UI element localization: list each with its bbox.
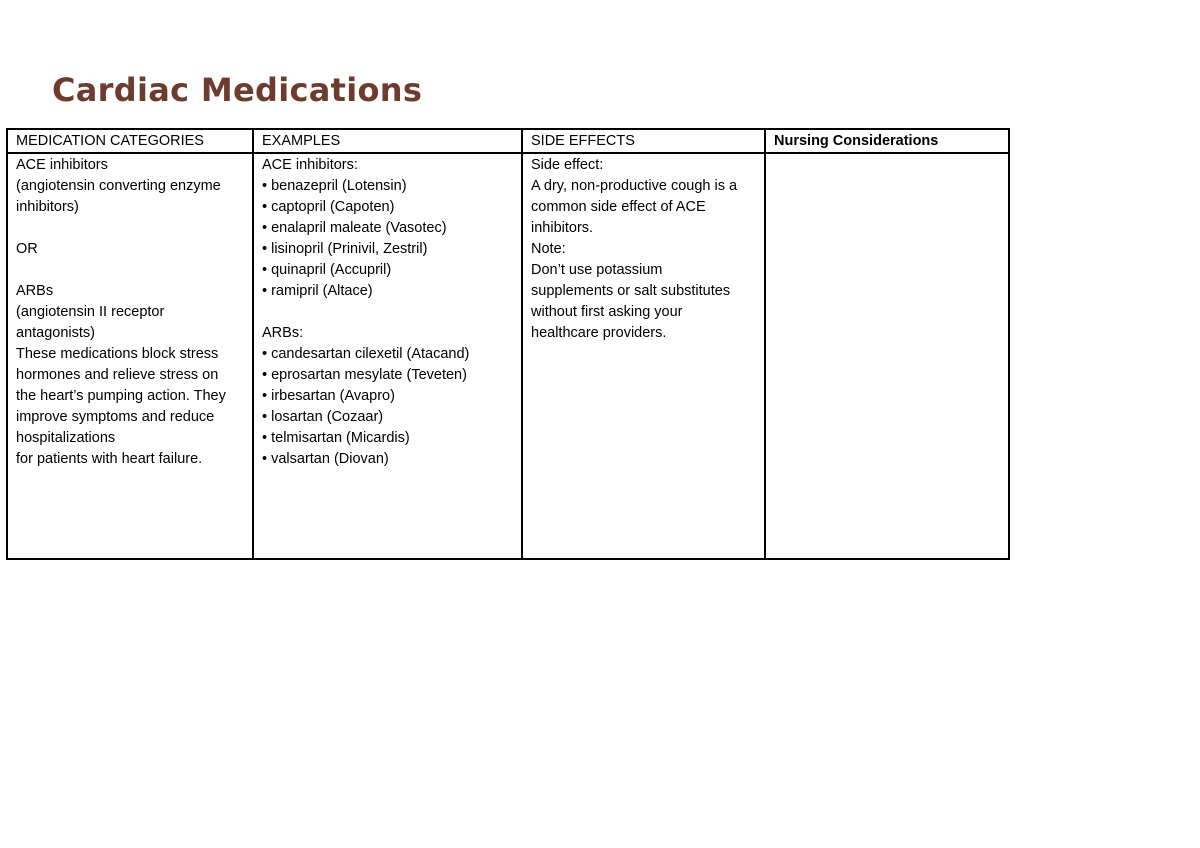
cell-side-effects <box>522 153 765 559</box>
cell-line: inhibitors. <box>531 220 594 236</box>
cell-line: Note: <box>531 241 566 257</box>
cell-line: • eprosartan mesylate (Teveten) <box>262 367 467 383</box>
cell-line: ARBs: <box>262 325 304 341</box>
cell-line: • valsartan (Diovan) <box>262 451 389 467</box>
cell-examples <box>253 153 522 559</box>
cell-line: • candesartan cilexetil (Atacand) <box>262 346 470 362</box>
cell-line: • enalapril maleate (Vasotec) <box>262 220 447 236</box>
cell-line: (angiotensin converting enzyme <box>16 178 221 194</box>
page-title: Cardiac Medications <box>52 71 423 109</box>
header-examples: EXAMPLES <box>253 129 522 153</box>
cell-line: • quinapril (Accupril) <box>262 262 392 278</box>
cell-line: • captopril (Capoten) <box>262 199 395 215</box>
cell-line: • ramipril (Altace) <box>262 283 373 299</box>
table-header-row <box>7 129 1009 153</box>
header-medication-categories: MEDICATION CATEGORIES <box>7 129 253 153</box>
cell-line: • telmisartan (Micardis) <box>262 430 410 446</box>
cell-line <box>16 218 244 239</box>
cell-line: hospitalizations <box>16 430 116 446</box>
medications-table <box>6 128 1010 560</box>
cell-line: for patients with heart failure. <box>16 451 203 467</box>
cell-line: ARBs <box>16 283 54 299</box>
cell-line: These medications block stress <box>16 346 219 362</box>
cell-line: OR <box>16 241 38 257</box>
cell-line: inhibitors) <box>16 199 79 215</box>
table-row <box>7 153 1009 559</box>
cell-line: hormones and relieve stress on <box>16 367 219 383</box>
cell-line: • irbesartan (Avapro) <box>262 388 395 404</box>
cell-line: the heart’s pumping action. They <box>16 388 226 404</box>
cell-line: improve symptoms and reduce <box>16 409 215 425</box>
cell-nursing-considerations <box>765 153 1009 559</box>
header-side-effects: SIDE EFFECTS <box>522 129 765 153</box>
cell-line: supplements or salt substitutes <box>531 283 731 299</box>
cell-line: • benazepril (Lotensin) <box>262 178 407 194</box>
cell-line: ACE inhibitors: <box>262 157 358 173</box>
cell-line: Side effect: <box>531 157 604 173</box>
cell-line: healthcare providers. <box>531 325 667 341</box>
cell-line: (angiotensin II receptor <box>16 304 165 320</box>
cell-line: common side effect of ACE <box>531 199 706 215</box>
cell-line: Don’t use potassium <box>531 262 663 278</box>
cell-medication-categories <box>7 153 253 559</box>
cell-line <box>262 302 513 323</box>
cell-line: • lisinopril (Prinivil, Zestril) <box>262 241 428 257</box>
cell-line: ACE inhibitors <box>16 157 108 173</box>
cell-line: A dry, non-productive cough is a <box>531 178 738 194</box>
cell-line <box>16 260 244 281</box>
cell-line: • losartan (Cozaar) <box>262 409 384 425</box>
header-nursing-considerations: Nursing Considerations <box>765 129 1009 153</box>
cell-line: without first asking your <box>531 304 683 320</box>
cell-line: antagonists) <box>16 325 95 341</box>
